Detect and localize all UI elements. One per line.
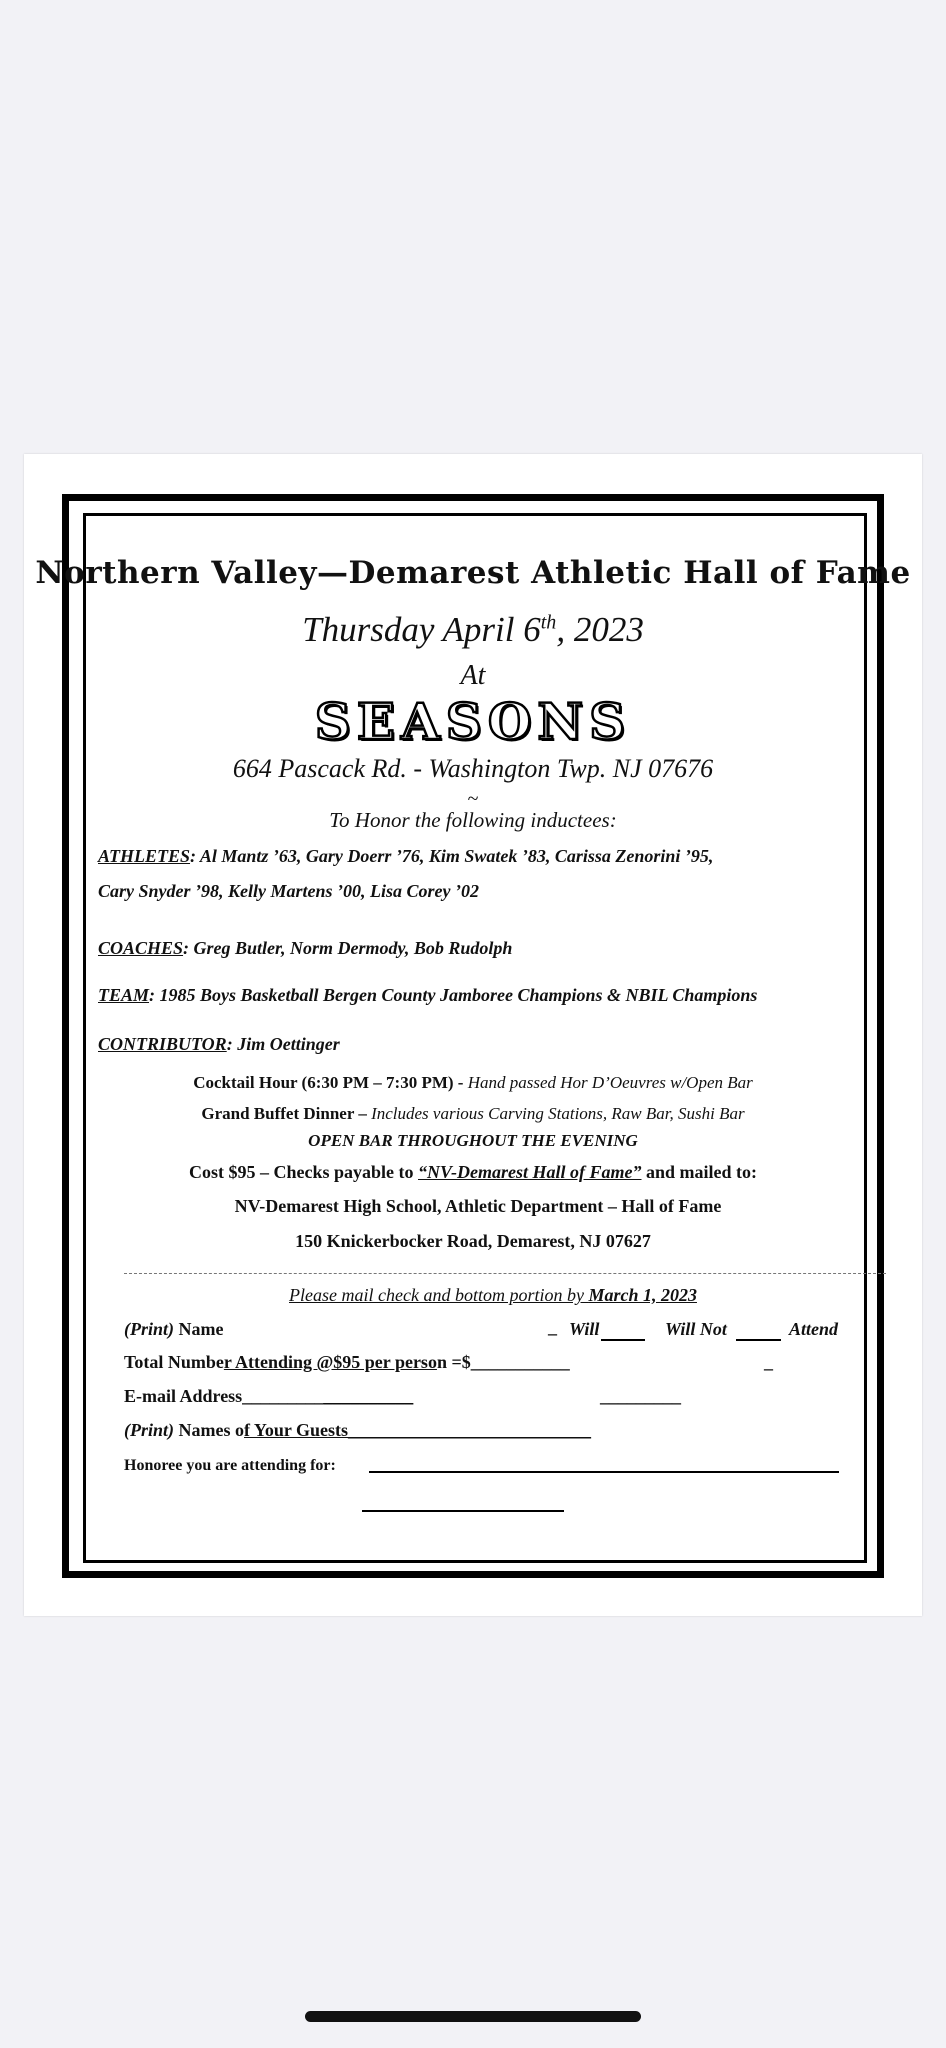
open-bar-line: OPEN BAR THROUGHOUT THE EVENING	[308, 1131, 638, 1150]
athletes-label: ATHLETES	[98, 846, 191, 866]
total-prefix: Total Numbe	[124, 1352, 224, 1372]
mail-by-date: March 1, 2023	[588, 1285, 697, 1305]
guests-print: (Print)	[124, 1420, 175, 1440]
will-blank[interactable]	[601, 1339, 645, 1341]
guests-prefix: Names o	[174, 1420, 245, 1440]
flyer-paper	[24, 454, 922, 1616]
date-main: Thursday April 6	[302, 610, 541, 649]
email-blank: __________	[323, 1386, 414, 1406]
event-date	[24, 610, 922, 650]
cost-prefix: Cost $95 – Checks payable to	[188, 1162, 418, 1182]
flyer-title: Northern Valley—Demarest Athletic Hall of Fame	[35, 555, 911, 591]
print-prefix: (Print)	[124, 1319, 175, 1339]
team-line	[98, 985, 757, 1006]
coaches-label: COACHES	[98, 938, 184, 958]
total-attending-line[interactable]	[124, 1352, 570, 1373]
coaches-line	[98, 938, 512, 959]
mailing-address-line-2: 150 Knickerbocker Road, Demarest, NJ 07627	[295, 1231, 651, 1251]
cocktail-hour-details: Hand passed Hor D’Oeuvres w/Open Bar	[467, 1073, 753, 1092]
date-suffix: th	[540, 611, 557, 634]
team-label: TEAM	[98, 985, 150, 1005]
venue-address: 664 Pascack Rd. - Washington Twp. NJ 07676	[232, 754, 714, 783]
athletes-text-1: : Al Mantz ’63, Gary Doerr ’76, Kim Swatek ’83, Carissa Zenorini ’95,	[190, 846, 714, 866]
mailing-address-line-1: NV-Demarest High School, Athletic Department – Hall of Fame	[234, 1196, 722, 1216]
cost-line	[24, 1162, 922, 1183]
mail-by-prefix: Please mail check and bottom portion by	[289, 1285, 589, 1305]
guests-underlined: f Your Guests___________________________	[244, 1420, 592, 1440]
guests-line[interactable]	[124, 1420, 591, 1441]
honoree-label: Honoree you are attending for:	[124, 1457, 336, 1474]
attend-label: Attend	[789, 1319, 839, 1339]
email-line[interactable]	[124, 1386, 413, 1407]
cut-line	[124, 1273, 886, 1274]
dinner-details: Includes various Carving Stations, Raw Bar, Sushi Bar	[371, 1104, 745, 1123]
cost-payee: “NV-Demarest Hall of Fame”	[418, 1162, 642, 1182]
name-label: Name	[174, 1319, 224, 1339]
honoree-blank[interactable]	[369, 1471, 839, 1473]
cocktail-hour-label: Cocktail Hour (6:30 PM – 7:30 PM) -	[193, 1073, 468, 1092]
honoree-blank-2[interactable]	[362, 1510, 564, 1512]
total-blank[interactable]: _	[764, 1352, 773, 1372]
dinner-label: Grand Buffet Dinner –	[201, 1104, 372, 1123]
total-suffix: n =$___________	[436, 1352, 570, 1372]
contributor-line	[98, 1034, 340, 1055]
athletes-line-2: Cary Snyder ’98, Kelly Martens ’00, Lisa Corey ’02	[98, 881, 479, 901]
mail-by-line	[24, 1285, 922, 1306]
total-underlined: r Attending @$95 per perso	[223, 1352, 437, 1372]
cocktail-hour-line	[24, 1073, 922, 1093]
venue-name: SEASONS	[314, 692, 632, 751]
email-label: E-mail Address_________	[124, 1386, 324, 1406]
dinner-line	[24, 1104, 922, 1124]
contributor-text: : Jim Oettinger	[226, 1034, 340, 1054]
email-blank-2[interactable]: _________	[600, 1386, 681, 1406]
home-indicator[interactable]	[305, 2011, 641, 2022]
cost-suffix: and mailed to:	[641, 1162, 758, 1182]
will-not-blank[interactable]	[736, 1339, 781, 1341]
will-not-label: Will Not	[665, 1319, 727, 1339]
honor-line: To Honor the following inductees:	[329, 808, 617, 832]
will-label: Will	[569, 1319, 600, 1339]
athletes-line-1	[98, 846, 713, 867]
at-label: At	[460, 660, 486, 691]
tilde-divider: ~	[467, 788, 479, 810]
coaches-text: : Greg Butler, Norm Dermody, Bob Rudolph	[183, 938, 513, 958]
team-text: : 1985 Boys Basketball Bergen County Jamboree Champions & NBIL Champions	[149, 985, 758, 1005]
date-year: , 2023	[556, 610, 644, 649]
contributor-label: CONTRIBUTOR	[98, 1034, 227, 1054]
print-name-label	[124, 1319, 224, 1340]
name-blank[interactable]: _	[548, 1317, 557, 1337]
